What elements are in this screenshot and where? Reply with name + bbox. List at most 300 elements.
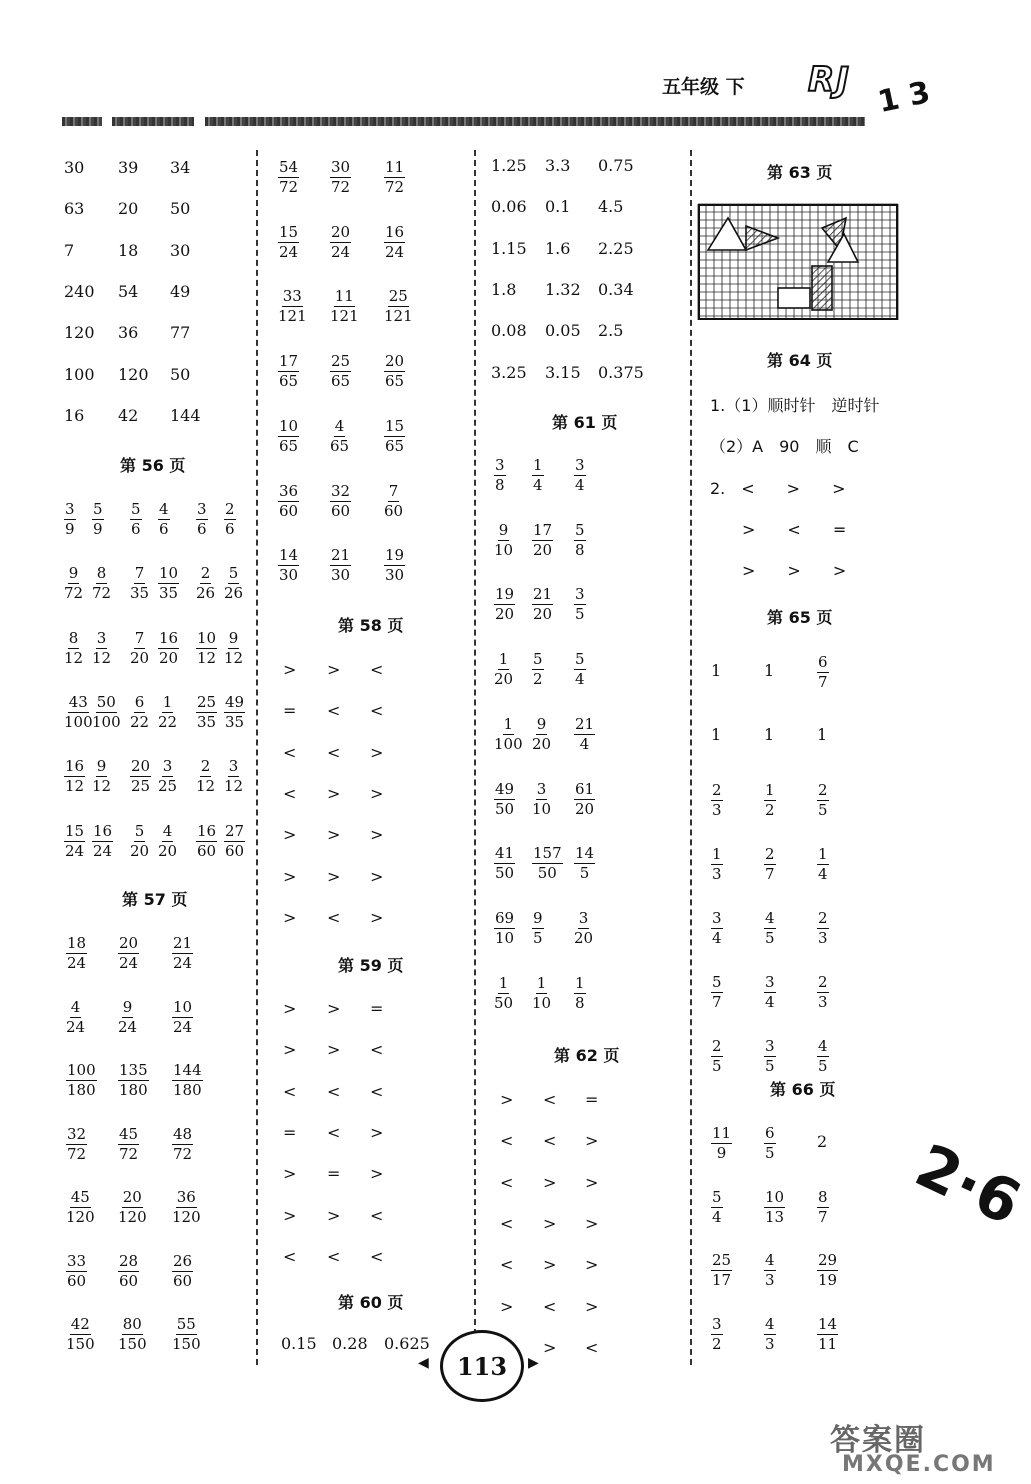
numerator: 6 (765, 1124, 775, 1142)
fraction (494, 844, 515, 883)
numerator: 1 (765, 781, 775, 799)
answer-value: 1.15 (491, 238, 527, 258)
numerator: 49 (495, 779, 515, 798)
numerator: 10 (279, 416, 299, 435)
answer-value: 0.375 (598, 362, 644, 382)
footer-right-arrow: ▶ (528, 1355, 539, 1371)
fraction (494, 521, 513, 560)
answer-value: 34 (170, 158, 191, 177)
denominator: 20 (533, 540, 553, 559)
section-heading: 第 61 页 (552, 413, 618, 432)
numerator: 11 (334, 287, 354, 306)
numerator: 43 (68, 692, 88, 711)
denominator: 12 (196, 777, 216, 796)
answer-value: < (500, 1172, 514, 1192)
footer-left-arrow: ◀ (418, 1355, 429, 1371)
numerator: 5 (93, 500, 103, 518)
denominator: 60 (384, 501, 404, 520)
fraction (118, 1061, 149, 1100)
answer-value: > (585, 1213, 599, 1233)
denominator: 24 (65, 841, 85, 860)
numerator: 14 (818, 1314, 838, 1333)
fraction (64, 629, 83, 668)
fraction (278, 287, 307, 326)
denominator: 20 (575, 799, 595, 818)
denominator: 35 (225, 712, 245, 731)
denominator: 121 (278, 307, 307, 326)
numerator: 33 (282, 287, 302, 306)
numerator: 9 (96, 757, 107, 776)
section-heading: 第 66 页 (770, 1080, 836, 1099)
fraction (66, 1252, 87, 1291)
numerator: 28 (119, 1251, 139, 1270)
fraction (158, 822, 177, 861)
fraction (172, 1252, 193, 1291)
denominator: 3 (765, 1334, 775, 1353)
original-rectangle (778, 288, 810, 308)
answer-value: 2.5 (598, 321, 624, 341)
answer-value: 120 (118, 364, 149, 384)
section-heading: 第 59 页 (338, 956, 404, 975)
denominator: 5 (818, 801, 828, 819)
numerator: 54 (279, 158, 299, 176)
numerator: 3 (575, 585, 585, 604)
numerator: 41 (495, 844, 515, 863)
numerator: 4 (162, 821, 173, 840)
answer-value: < (370, 1205, 384, 1225)
denominator: 9 (65, 520, 75, 538)
numerator: 4 (765, 1314, 775, 1333)
denominator: 30 (331, 566, 351, 585)
fraction (64, 500, 76, 539)
answer-value: 1 (711, 725, 722, 744)
numerator: 30 (331, 158, 351, 176)
numerator: 100 (67, 1061, 96, 1079)
fraction (172, 1315, 201, 1354)
numerator: 49 (225, 692, 245, 711)
fraction (92, 564, 111, 603)
numerator: 9 (498, 520, 509, 539)
answer-value: > (283, 825, 297, 845)
fraction (574, 585, 586, 624)
answer-value: > (370, 783, 384, 803)
denominator: 20 (533, 605, 553, 624)
numerator: 2 (200, 564, 211, 583)
denominator: 6 (159, 520, 169, 538)
numerator: 7 (134, 628, 145, 647)
denominator: 121 (384, 307, 413, 326)
numerator: 42 (70, 1315, 90, 1333)
denominator: 121 (330, 307, 359, 326)
denominator: 4 (533, 476, 543, 494)
fraction (278, 223, 299, 262)
fraction (118, 934, 139, 973)
numerator: 10 (159, 564, 179, 583)
denominator: 100 (64, 712, 93, 731)
denominator: 12 (92, 777, 112, 796)
answer-value: 3.25 (491, 362, 527, 382)
denominator: 10 (495, 928, 515, 947)
denominator: 9 (93, 520, 103, 538)
fraction (711, 781, 723, 820)
denominator: 4 (765, 993, 775, 1011)
answer-value: < (370, 701, 384, 721)
answer-value: 120 (64, 323, 95, 343)
numerator: 21 (331, 546, 351, 565)
numerator: 157 (533, 844, 562, 863)
numerator: 80 (122, 1315, 142, 1333)
denominator: 24 (173, 954, 193, 972)
denominator: 180 (67, 1081, 96, 1099)
fraction (574, 456, 586, 495)
answer-value: 4.5 (598, 197, 624, 217)
fraction (92, 757, 111, 796)
numerator: 2 (712, 1037, 722, 1055)
answer-value: < (327, 1246, 341, 1266)
numerator: 11 (712, 1124, 732, 1142)
column-divider (474, 150, 476, 1365)
fraction (817, 653, 829, 692)
fraction (130, 757, 151, 796)
fraction (330, 223, 351, 262)
numerator: 3 (765, 973, 775, 991)
fraction (764, 1315, 776, 1354)
numerator: 17 (533, 520, 553, 539)
numerator: 27 (225, 821, 245, 840)
numerator: 61 (575, 779, 595, 798)
fraction (384, 287, 413, 326)
denominator: 7 (818, 1207, 828, 1226)
numerator: 9 (228, 628, 239, 647)
fraction (330, 417, 349, 456)
answer-value: < (327, 701, 341, 721)
fraction (494, 715, 523, 754)
answer-value: < (283, 783, 297, 803)
numerator: 11 (385, 158, 405, 176)
denominator: 60 (331, 501, 351, 520)
numerator: 5 (575, 520, 585, 539)
denominator: 6 (131, 520, 141, 538)
numerator: 15 (65, 821, 85, 840)
denominator: 2 (712, 1334, 722, 1353)
fraction (172, 1125, 193, 1164)
denominator: 12 (224, 648, 244, 667)
denominator: 20 (495, 605, 515, 624)
answer-value: > (500, 1296, 514, 1316)
fraction (711, 1037, 723, 1076)
denominator: 150 (172, 1335, 201, 1353)
answer-value: 0.28 (332, 1334, 368, 1353)
fraction (92, 693, 121, 732)
numerator: 2 (200, 757, 211, 776)
fraction (330, 482, 351, 521)
answer-value: 0.15 (281, 1334, 317, 1353)
numerator: 10 (765, 1187, 785, 1206)
denominator: 12 (64, 648, 84, 667)
denominator: 10 (532, 993, 552, 1012)
denominator: 4 (579, 734, 590, 753)
answer-value: > (543, 1255, 557, 1275)
denominator: 8 (575, 540, 585, 559)
answer-value: < (327, 1122, 341, 1142)
page-header (0, 0, 1000, 140)
answer-value: > (283, 999, 297, 1018)
section-heading: 第 60 页 (338, 1293, 404, 1312)
fraction (764, 1124, 776, 1163)
column-divider (256, 150, 258, 1365)
fraction (196, 500, 208, 539)
fraction (196, 757, 215, 796)
denominator: 20 (532, 734, 552, 753)
answer-value: 1.8 (491, 279, 517, 299)
answer-value: 3.15 (545, 362, 581, 382)
fraction (494, 780, 515, 819)
numerator: 25 (197, 692, 217, 711)
denominator: 22 (130, 712, 150, 731)
denominator: 17 (712, 1271, 732, 1289)
denominator: 20 (494, 670, 514, 689)
section-heading: 第 57 页 (122, 890, 188, 909)
answer-value: 2.25 (598, 238, 634, 258)
numerator: 5 (134, 821, 145, 840)
denominator: 3 (765, 1271, 775, 1289)
numerator: 3 (96, 628, 107, 647)
numerator: 1 (712, 845, 722, 863)
numerator: 8 (68, 628, 79, 647)
numerator: 32 (331, 481, 351, 500)
answer-value: 42 (118, 405, 139, 425)
answer-value: 49 (170, 281, 191, 301)
denominator: 10 (494, 540, 514, 559)
fraction (118, 1252, 139, 1291)
fraction (64, 757, 85, 796)
answer-value: < (327, 1081, 341, 1101)
answer-value: 1 (817, 725, 828, 744)
fraction (130, 500, 142, 539)
numerator: 4 (765, 909, 775, 927)
denominator: 24 (385, 242, 405, 261)
numerator: 21 (173, 934, 193, 952)
numerator: 3 (197, 500, 207, 518)
fraction (574, 521, 586, 560)
denominator: 65 (385, 436, 405, 455)
fraction (158, 500, 170, 539)
column-divider (690, 150, 692, 1365)
numerator: 15 (279, 222, 299, 241)
fraction (158, 693, 177, 732)
section-heading: 第 64 页 (767, 351, 833, 370)
fraction (224, 822, 245, 861)
fraction (494, 974, 513, 1013)
numerator: 18 (67, 934, 87, 952)
fraction (118, 1188, 147, 1227)
answer-value: < (370, 660, 384, 679)
numerator: 2 (818, 973, 828, 991)
answer-line: > > > (710, 561, 847, 581)
numerator: 3 (162, 757, 173, 776)
numerator: 3 (765, 1037, 775, 1055)
numerator: 9 (533, 908, 543, 927)
fraction (224, 564, 243, 603)
answer-value: 0.08 (491, 321, 527, 341)
fraction (574, 715, 595, 754)
numerator: 2 (818, 909, 828, 927)
header-rule-1 (62, 117, 102, 126)
denominator: 24 (331, 242, 351, 261)
numerator: 14 (279, 546, 299, 565)
numerator: 7 (134, 564, 145, 583)
denominator: 12 (224, 777, 244, 796)
denominator: 5 (818, 1057, 828, 1075)
section-heading: 第 65 页 (767, 608, 833, 627)
answer-value: 39 (118, 158, 139, 177)
answer-value: > (370, 742, 384, 762)
denominator: 72 (279, 178, 299, 196)
fraction (494, 650, 513, 689)
fraction (224, 500, 236, 539)
answer-value: 54 (118, 281, 139, 301)
denominator: 24 (66, 1017, 86, 1036)
denominator: 72 (173, 1144, 193, 1163)
denominator: 25 (158, 777, 178, 796)
answer-value: 240 (64, 281, 95, 301)
denominator: 12 (65, 777, 85, 796)
denominator: 26 (196, 584, 216, 603)
fraction (574, 909, 593, 948)
denominator: 9 (716, 1144, 727, 1162)
numerator: 21 (575, 714, 595, 733)
answer-value: = (585, 1090, 599, 1109)
numerator: 4 (818, 1037, 828, 1055)
fraction (278, 482, 299, 521)
answer-value: 1 (764, 725, 775, 744)
numerator: 33 (67, 1251, 87, 1270)
denominator: 72 (385, 178, 405, 196)
edition-logo: RJ (808, 60, 851, 100)
answer-value: = (327, 1164, 341, 1184)
denominator: 180 (119, 1081, 148, 1099)
fraction (532, 780, 551, 819)
numerator: 5 (228, 564, 239, 583)
numerator: 1 (498, 973, 509, 992)
fraction (711, 1188, 723, 1227)
numerator: 20 (131, 757, 151, 776)
fraction (764, 781, 776, 820)
numerator: 5 (131, 500, 141, 518)
answer-value: < (283, 742, 297, 762)
fraction (172, 998, 193, 1037)
denominator: 5 (765, 1057, 775, 1075)
denominator: 120 (118, 1208, 147, 1226)
denominator: 5 (765, 1144, 775, 1162)
denominator: 8 (575, 993, 585, 1012)
answer-value: 0.625 (384, 1334, 430, 1353)
denominator: 11 (818, 1334, 838, 1353)
answer-value: 0.06 (491, 197, 527, 217)
fraction (158, 564, 179, 603)
denominator: 65 (279, 436, 299, 455)
answer-value: > (370, 825, 384, 845)
answer-value: > (370, 866, 384, 886)
numerator: 9 (122, 997, 133, 1016)
numerator: 1 (818, 845, 828, 863)
numerator: 9 (68, 564, 79, 583)
answer-value: < (543, 1296, 557, 1316)
answer-value: 7 (64, 240, 75, 260)
numerator: 5 (712, 973, 722, 991)
answer-value: > (500, 1090, 514, 1109)
numerator: 1 (162, 692, 173, 711)
fraction (66, 934, 87, 973)
denominator: 7 (765, 865, 775, 883)
numerator: 1 (575, 973, 585, 992)
answer-value: > (543, 1337, 557, 1357)
numerator: 3 (228, 757, 239, 776)
fraction (574, 780, 595, 819)
fraction (817, 1251, 838, 1290)
numerator: 2 (225, 500, 235, 518)
denominator: 4 (818, 865, 828, 883)
answer-value: > (370, 907, 384, 927)
fraction (278, 352, 299, 391)
denominator: 20 (130, 841, 150, 860)
answer-value: 100 (64, 364, 95, 384)
denominator: 5 (533, 928, 543, 947)
numerator: 8 (96, 564, 107, 583)
fraction (330, 158, 351, 197)
answer-value: > (585, 1296, 599, 1316)
fraction (224, 629, 243, 668)
denominator: 22 (158, 712, 178, 731)
numerator: 45 (70, 1188, 90, 1206)
numerator: 10 (197, 628, 217, 647)
answer-value: 0.34 (598, 279, 634, 299)
answer-value: > (283, 866, 297, 886)
numerator: 4 (765, 1251, 775, 1269)
denominator: 20 (158, 841, 178, 860)
watermark-logo: 答案圈 (830, 1423, 926, 1458)
answer-value: > (327, 660, 341, 679)
answer-value: 77 (170, 323, 191, 343)
answer-value: > (283, 907, 297, 927)
denominator: 35 (130, 584, 150, 603)
numerator: 16 (159, 628, 179, 647)
numerator: 21 (533, 585, 553, 604)
denominator: 30 (279, 566, 299, 585)
fraction (118, 998, 137, 1037)
fraction (711, 909, 723, 948)
answer-value: 36 (118, 323, 139, 343)
answer-value: < (370, 1246, 384, 1266)
denominator: 60 (279, 501, 299, 520)
fraction (224, 757, 243, 796)
answer-value: < (585, 1337, 599, 1357)
answer-value: > (283, 1205, 297, 1225)
answer-value: 50 (170, 364, 191, 384)
fraction (817, 781, 829, 820)
answer-value: > (585, 1131, 599, 1151)
denominator: 24 (67, 954, 87, 972)
denominator: 7 (818, 673, 828, 691)
answer-value: 50 (170, 199, 191, 219)
fraction (574, 844, 595, 883)
fraction (92, 822, 113, 861)
fraction (64, 693, 93, 732)
numerator: 3 (65, 500, 75, 518)
numerator: 4 (159, 500, 169, 518)
answer-value: > (327, 1040, 341, 1060)
fraction (764, 1251, 776, 1290)
